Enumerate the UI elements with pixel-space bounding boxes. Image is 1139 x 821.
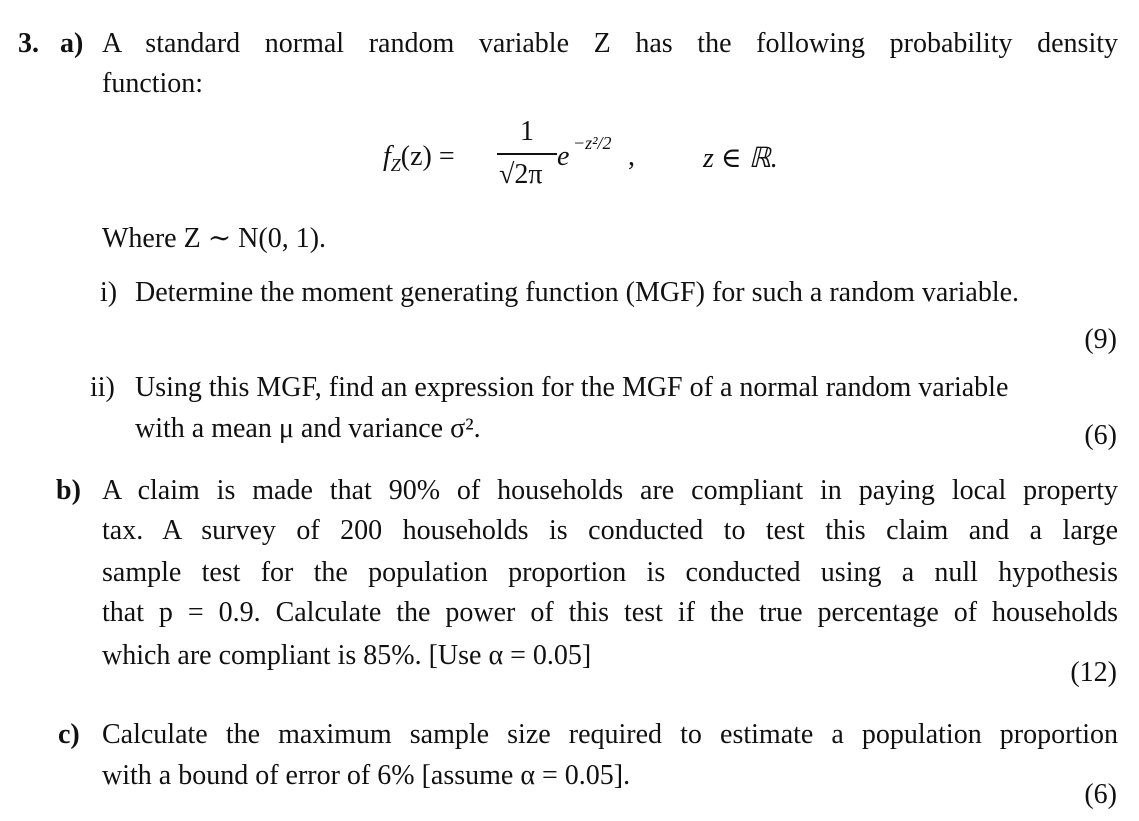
marks-a-i: (9): [1084, 324, 1117, 355]
formula-exp-base: e: [557, 141, 570, 172]
part-c-line-2: with a bound of error of 6% [assume α = 0.05].: [102, 760, 631, 791]
marks-b: (12): [1070, 657, 1117, 688]
part-a-line-1: A standard normal random variable Z has the following probability density: [102, 28, 1118, 59]
formula-numerator: 1: [520, 116, 534, 147]
sub-i-label: i): [100, 277, 118, 308]
formula-lhs: f: [383, 141, 391, 172]
fraction-bar: [497, 153, 557, 155]
part-b-line-5: which are compliant is 85%. [Use α = 0.05]: [102, 640, 592, 671]
part-c-line-1: Calculate the maximum sample size required to estimate a population proportion: [102, 719, 1118, 750]
part-b-line-2: tax. A survey of 200 households is conducted to test this claim and a large: [102, 515, 1118, 546]
formula-denominator: √2π: [499, 159, 543, 190]
part-b-line-3: sample test for the population proportion is conducted using a null hypothesis: [102, 557, 1118, 588]
part-b-line-1: A claim is made that 90% of households are compliant in paying local property: [102, 475, 1118, 506]
where-text: Where Z ∼ N(0, 1).: [102, 223, 327, 254]
part-b-line-4: that p = 0.9. Calculate the power of this test if the true percentage of households: [102, 597, 1118, 628]
sub-ii-label: ii): [90, 372, 115, 403]
part-c-label: c): [58, 719, 80, 750]
part-b-label: b): [56, 475, 81, 506]
question-number: 3.: [18, 28, 39, 59]
formula-arg: (z) =: [400, 141, 455, 172]
sub-ii-line-2: with a mean μ and variance σ².: [135, 413, 481, 444]
formula-comma: ,: [628, 141, 635, 172]
formula-subscript: Z: [390, 155, 401, 175]
part-a-label: a): [60, 28, 84, 59]
marks-c: (6): [1084, 779, 1117, 810]
formula-domain: z ∈ ℝ.: [703, 143, 778, 174]
marks-a-ii: (6): [1084, 420, 1117, 451]
formula-exp-power: −z²/2: [573, 133, 612, 153]
sub-ii-line-1: Using this MGF, find an expression for the MGF of a normal random variable: [135, 372, 1009, 403]
part-a-line-2: function:: [102, 68, 204, 99]
sub-i-text: Determine the moment generating function (MGF) for such a random variable.: [135, 277, 1020, 308]
